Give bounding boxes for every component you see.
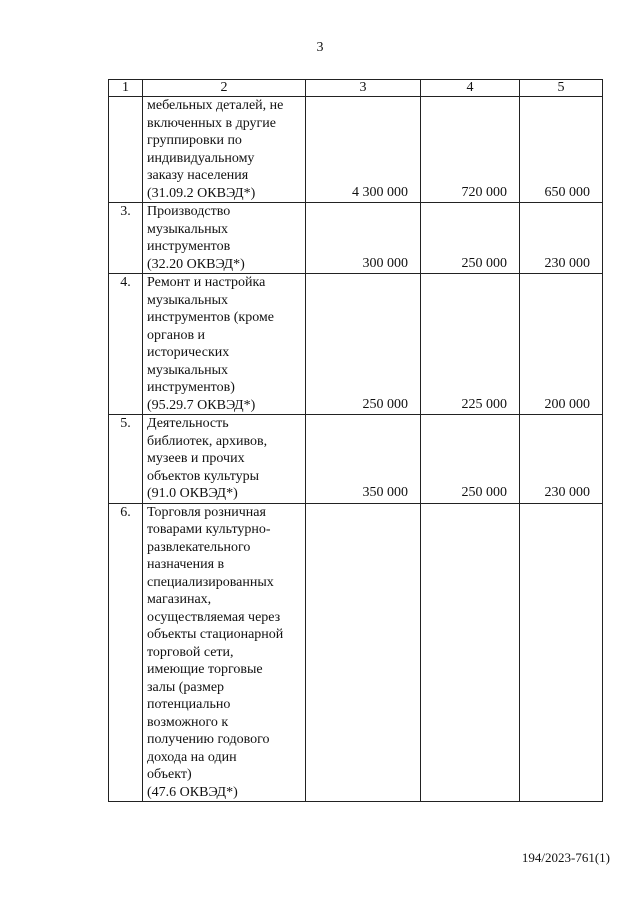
activity-name-line: имеющие торговые	[147, 662, 263, 677]
activity-name-line: объект)	[147, 767, 192, 782]
activity-name-line: включенных в другие	[147, 115, 276, 131]
activity-name-line: заказу населения	[147, 168, 249, 183]
page-number: 3	[316, 40, 324, 55]
value-col4	[421, 503, 520, 802]
activity-name-line: назначения в	[147, 557, 225, 572]
value-col5: 230 000	[520, 415, 603, 504]
table-row	[109, 97, 603, 203]
column-header: 5	[520, 80, 603, 97]
activity-name-line: осуществляемая через	[147, 609, 281, 625]
activity-name-line: специализированных	[147, 574, 274, 590]
activity-name-line: музеев и прочих	[147, 451, 245, 466]
activity-name-line: Торговля розничная	[147, 504, 266, 520]
value-col4: 250 000	[421, 415, 520, 504]
activity-name-line: органов и	[147, 327, 206, 343]
activity-name	[143, 503, 306, 802]
row-number: 5.	[109, 415, 143, 504]
activity-name-line: мебельных деталей, не	[147, 98, 284, 113]
column-header: 1	[109, 80, 143, 97]
activity-name-line: залы (размер	[147, 679, 225, 695]
value-col3: 350 000	[306, 415, 421, 504]
activity-name-line: возможного к	[147, 714, 229, 730]
value-col5: 650 000	[520, 97, 603, 203]
activity-name-line: музыкальных	[147, 221, 228, 237]
row-number: 3.	[109, 203, 143, 274]
table-header-row	[109, 80, 603, 97]
row-number: 4.	[109, 274, 143, 415]
activity-name-line: дохода на один	[147, 749, 237, 765]
activity-name	[143, 415, 306, 504]
row-number	[109, 97, 143, 203]
value-col3: 4 300 000	[306, 97, 421, 203]
activity-name-line: музыкальных	[147, 362, 228, 378]
table-row	[109, 274, 603, 415]
value-col3	[306, 503, 421, 802]
activity-name-line: Деятельность	[147, 416, 229, 431]
activity-name-line: Ремонт и настройка	[147, 275, 266, 290]
activity-name-line: (91.0 ОКВЭД*)	[147, 486, 238, 501]
activity-name-line: торговой сети,	[147, 644, 234, 660]
activity-name-line: библиотек, архивов,	[147, 433, 268, 449]
activity-name-line: объекты стационарной	[147, 627, 284, 642]
activity-name-line: музыкальных	[147, 292, 228, 308]
activity-name-line: получению годового	[147, 732, 270, 747]
value-col5	[520, 503, 603, 802]
activity-name	[143, 203, 306, 274]
data-table	[108, 79, 603, 802]
row-number: 6.	[109, 503, 143, 802]
value-col3: 250 000	[306, 274, 421, 415]
column-header: 4	[421, 80, 520, 97]
activity-name-line: (95.29.7 ОКВЭД*)	[147, 397, 256, 413]
activity-name-line: инструментов	[147, 239, 231, 254]
value-col4: 720 000	[421, 97, 520, 203]
value-col5: 200 000	[520, 274, 603, 415]
activity-name-line: группировки по	[147, 133, 242, 148]
activity-name-line: (47.6 ОКВЭД*)	[147, 784, 238, 800]
value-col4: 225 000	[421, 274, 520, 415]
activity-name-line: (31.09.2 ОКВЭД*)	[147, 185, 256, 201]
activity-name-line: инструментов (кроме	[147, 310, 274, 325]
activity-name-line: объектов культуры	[147, 468, 260, 484]
table-row	[109, 203, 603, 274]
column-header: 3	[306, 80, 421, 97]
document-id: 194/2023-761(1)	[521, 850, 610, 865]
table-row	[109, 503, 603, 802]
activity-name	[143, 274, 306, 415]
activity-name-line: (32.20 ОКВЭД*)	[147, 256, 245, 272]
value-col3: 300 000	[306, 203, 421, 274]
value-col5: 230 000	[520, 203, 603, 274]
activity-name-line: товарами культурно-	[147, 522, 271, 537]
column-header: 2	[143, 80, 306, 97]
activity-name-line: индивидуальному	[147, 150, 255, 166]
activity-name-line: потенциально	[147, 697, 231, 712]
activity-name-line: исторических	[147, 345, 230, 360]
value-col4: 250 000	[421, 203, 520, 274]
activity-name-line: магазинах,	[147, 592, 212, 607]
activity-name	[143, 97, 306, 203]
activity-name-line: Производство	[147, 204, 231, 219]
table-row	[109, 415, 603, 504]
activity-name-line: развлекательного	[147, 539, 251, 555]
activity-name-line: инструментов)	[147, 380, 235, 395]
